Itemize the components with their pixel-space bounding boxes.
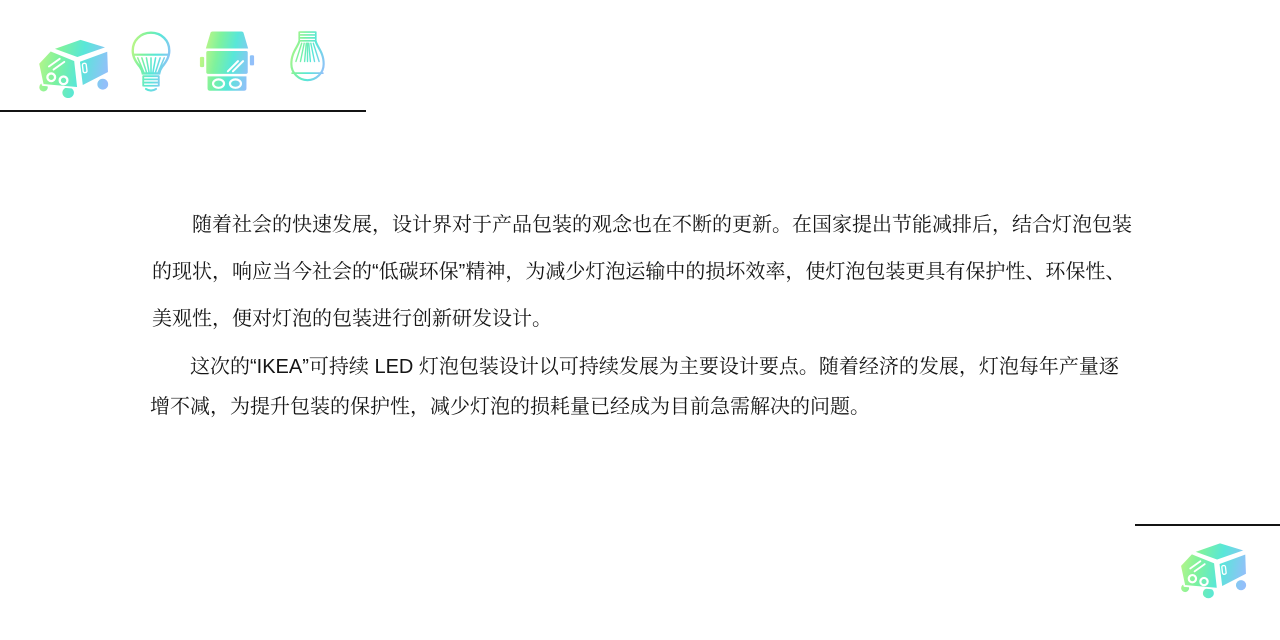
paragraph-1-line-3: 美观性，便对灯泡的包装进行创新研发设计。 xyxy=(152,308,552,330)
paragraph-2-line-2: 增不减，为提升包装的保护性，减少灯泡的损耗量已经成为目前急需解决的问题。 xyxy=(150,396,870,418)
led-bulb-back-icon xyxy=(285,30,330,93)
paragraph-1 xyxy=(152,202,1142,343)
delivery-truck-3d-icon xyxy=(1174,538,1250,599)
delivery-truck-3d-icon xyxy=(32,34,112,99)
led-bulb-front-icon xyxy=(128,30,174,94)
header-divider-line xyxy=(0,110,366,112)
paragraph-2 xyxy=(150,347,1140,427)
footer-divider-line xyxy=(1135,524,1280,526)
truck-front-icon xyxy=(199,29,255,95)
paragraph-2-line-1: 这次的“IKEA”可持续 LED 灯泡包装设计以可持续发展为主要设计要点。随着经济的发展，灯泡每年产量逐 xyxy=(190,356,1119,378)
paragraph-1-line-1: 随着社会的快速发展，设计界对于产品包装的观念也在不断的更新。在国家提出节能减排后，结合灯泡包装 xyxy=(192,214,1132,236)
paragraph-1-line-2: 的现状，响应当今社会的“低碳环保”精神，为减少灯泡运输中的损坏效率，使灯泡包装更具有保护性、环保性、 xyxy=(152,261,1126,283)
